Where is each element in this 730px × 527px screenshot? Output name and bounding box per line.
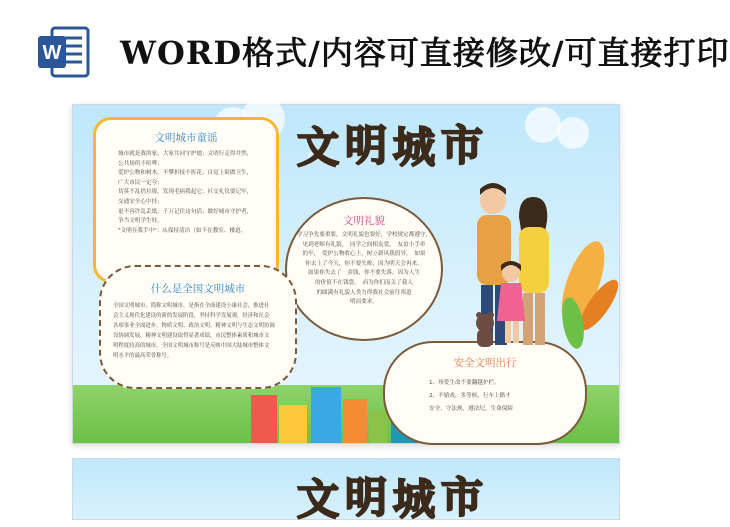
etiquette-title: 文明礼貌 xyxy=(343,215,385,227)
etiquette-line: 的牢， 爱护公物收心上，树立新风我倡导， 如果 xyxy=(302,251,426,258)
safety-line: 1、珍爱生命不要翻越护栏。 xyxy=(429,380,500,386)
family-illustration xyxy=(453,173,613,363)
rhyme-panel xyxy=(93,117,279,283)
national-line: 明水平的最高荣誉称号。 xyxy=(113,353,173,359)
national-line: 设协调发展，精神文明建设取得显著成绩，市民整体素质和城市文 xyxy=(113,333,270,339)
building xyxy=(369,411,387,443)
rhyme-line: 切莫不乱扔垃圾，发现毛病我起它；社交礼仪要记牢， xyxy=(118,189,253,196)
poster-preview xyxy=(72,458,620,524)
etiquette-line: 的价值不在钱袋， 而为你们而关了我人 xyxy=(315,279,413,286)
rhyme-line: 更不容许乱丢纸，千万记住这句话；做好城市守护者， xyxy=(118,208,253,215)
national-title: 什么是全国文明城市 xyxy=(150,283,246,295)
rhyme-body xyxy=(118,150,268,236)
header-banner xyxy=(0,0,730,100)
title-char: 城 xyxy=(393,123,436,172)
building xyxy=(279,405,307,443)
etiquette-line: 学习争先要重要，文明礼貌也要好，学校规定都遵守， xyxy=(296,232,432,238)
etiquette-line: 你去上了今天，你不要失败，因为明天会再来， xyxy=(305,260,423,267)
svg-text:W: W xyxy=(42,42,62,64)
safety-line: 安全，守法规，遵法纪，生命保障 xyxy=(429,406,513,412)
etiquette-line: 的圆满有礼貌人类力得我社会前往邦道 xyxy=(316,289,412,296)
building xyxy=(311,387,341,443)
rhyme-line: 争当文明学生娃。 xyxy=(118,218,163,225)
title-char: 明 xyxy=(345,473,388,522)
rhyme-line: 公共场所不喧哗； xyxy=(118,160,163,167)
national-line: 明程度较高的城市。全国文明城市称号是反映中国大陆城市整体文 xyxy=(113,343,270,349)
rhyme-line: 交通安全心中挂； xyxy=(118,198,163,205)
etiquette-body xyxy=(287,231,441,308)
national-line: 各项事业全面进步、物质文明、政治文明、精神文明与生态文明协调 xyxy=(113,323,275,329)
etiquette-line: 明而要求。 xyxy=(350,299,378,306)
national-line: 会主义现代化建设的新的发展阶段，坚持科学发展观，经济和社会 xyxy=(113,313,270,319)
title-char: 文 xyxy=(297,475,340,524)
national-body xyxy=(113,301,285,361)
header-text: WORD格式/内容可直接修改/可直接打印 xyxy=(120,34,730,72)
safety-title: 安全文明出行 xyxy=(453,357,517,369)
etiquette-line: 见到老师有礼貌， 同学之间相友爱， 友谊小手牵 xyxy=(302,241,426,248)
building xyxy=(251,395,277,443)
title-char: 市 xyxy=(441,473,484,522)
title-char: 明 xyxy=(345,121,388,170)
national-line: 全国文明城市，简称文明城市，是指在全面建设小康社会，推进社 xyxy=(113,303,270,309)
title-char: 市 xyxy=(441,121,484,170)
poster xyxy=(72,104,620,444)
safety-line: 2、不嬉戏，多等候，行车上路才 xyxy=(429,393,511,399)
rhyme-title: 文明城市童谣 xyxy=(154,132,218,144)
word-document-icon xyxy=(34,22,94,82)
etiquette-panel xyxy=(285,197,443,341)
national-panel xyxy=(99,265,297,389)
etiquette-line: 如果你失去了 金钱，你不要失落，因为人生 xyxy=(308,270,420,277)
safety-body xyxy=(429,377,579,416)
rhyme-line: 城市就是我的家，大家共同守护她；文明行走得井然， xyxy=(118,151,253,157)
rhyme-line: 爱护公物和树木，不攀折枝不折花；自觉上街做卫生， xyxy=(118,170,253,177)
building xyxy=(343,399,367,443)
rhyme-line: "文明在我手中"：从保持清洁（如不在教室、楼道、 xyxy=(118,227,247,234)
rhyme-line: 广大市民一定夸； xyxy=(118,179,163,186)
title-char: 城 xyxy=(393,475,436,524)
title-char: 文 xyxy=(297,123,340,172)
